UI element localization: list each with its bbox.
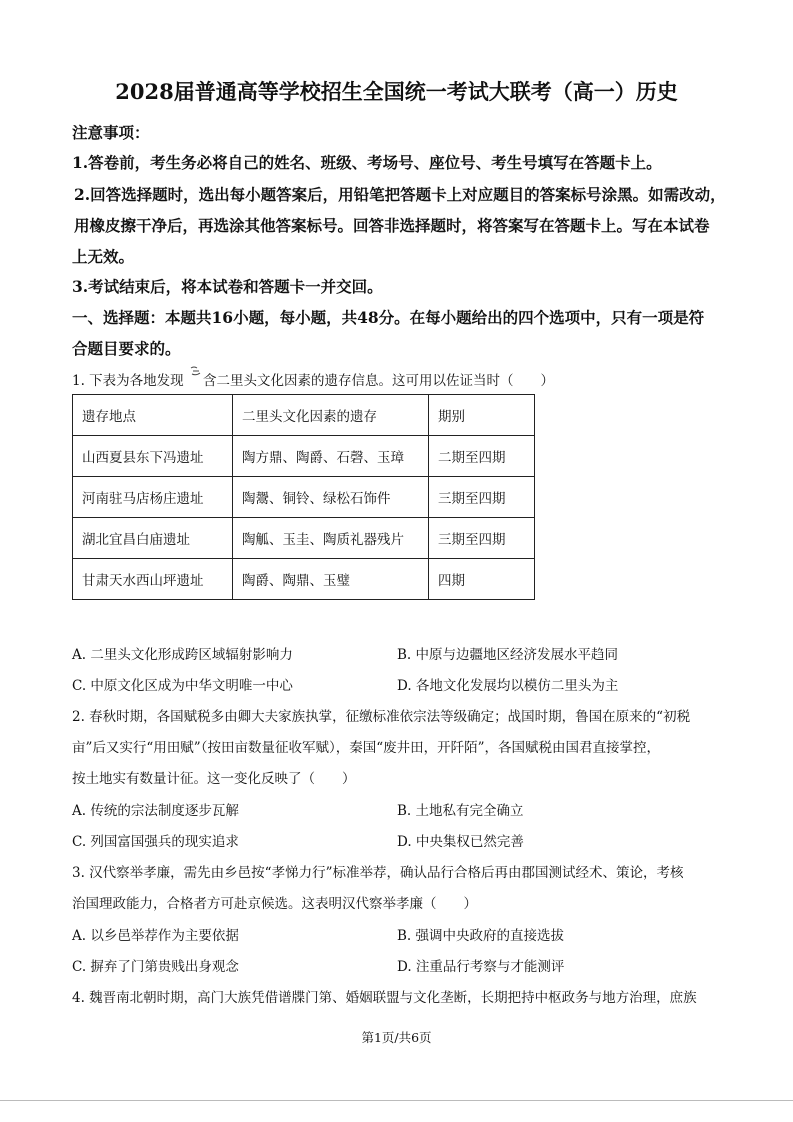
notice-item-3: 3.考试结束后，将本试卷和答题卡一并交回。 xyxy=(72,277,383,296)
table-row xyxy=(73,518,535,559)
notice-item-2-line-1: 2.回答选择题时，选出每小题答案后，用铅笔把答题卡上对应题目的答案标号涂黑。如需改动， xyxy=(74,185,726,204)
table-row xyxy=(73,436,535,477)
question-2-option-c: C. 列国富国强兵的现实追求 xyxy=(72,834,239,850)
table-cell: 河南驻马店杨庄遗址 xyxy=(73,477,233,518)
question-3-option-a: A. 以乡邑举荐作为主要依据 xyxy=(72,928,239,944)
table-cell: 陶方鼎、陶爵、石磬、玉璋 xyxy=(233,436,429,477)
question-4-line-1: 4. 魏晋南北朝时期，高门大族凭借谱牒门第、婚姻联盟与文化垄断，长期把持中枢政务与地方治理，庶族 xyxy=(72,990,697,1006)
question-3-option-b: B. 强调中央政府的直接选拔 xyxy=(397,928,565,944)
table-header-cell: 遗存地点 xyxy=(73,395,233,436)
table-cell: 二期至四期 xyxy=(429,436,535,477)
table-cell: 三期至四期 xyxy=(429,518,535,559)
table-cell: 陶爵、陶鼎、玉璧 xyxy=(233,559,429,600)
table-cell: 陶鬶、铜铃、绿松石饰件 xyxy=(233,477,429,518)
question-2-line-1: 2. 春秋时期，各国赋税多由卿大夫家族执掌，征缴标准依宗法等级确定；战国时期，鲁国在原来的“初税 xyxy=(72,709,691,725)
scan-mark-icon xyxy=(190,366,202,379)
question-2-option-b: B. 土地私有完全确立 xyxy=(397,803,524,819)
question-1-option-d: D. 各地文化发展均以模仿二里头为主 xyxy=(397,678,619,694)
table-cell: 湖北宜昌白庙遗址 xyxy=(73,518,233,559)
notice-item-2-line-2: 用橡皮擦干净后，再选涂其他答案标号。回答非选择题时，将答案写在答题卡上。写在本试卷 xyxy=(74,216,710,235)
table-header-row xyxy=(73,395,535,436)
question-3-line-2: 治国理政能力，合格者方可赴京候选。这表明汉代察举孝廉（ ） xyxy=(72,896,477,912)
question-1-option-c: C. 中原文化区成为中华文明唯一中心 xyxy=(72,678,293,694)
notice-heading: 注意事项： xyxy=(72,123,150,142)
question-1-stem-part-1: 1. 下表为各地发现 xyxy=(72,373,184,389)
table-cell: 陶觚、玉圭、陶质礼器残片 xyxy=(233,518,429,559)
question-1-table xyxy=(72,394,535,600)
question-1-option-a: A. 二里头文化形成跨区域辐射影响力 xyxy=(72,647,293,663)
question-1-option-b: B. 中原与边疆地区经济发展水平趋同 xyxy=(397,647,619,663)
question-2-line-2: 亩”后又实行“用田赋”（按田亩数量征收军赋），秦国“废井田，开阡陌”，各国赋税由国君直接掌控， xyxy=(72,740,661,756)
question-3-option-c: C. 摒弃了门第贵贱出身观念 xyxy=(72,959,239,975)
table-row xyxy=(73,559,535,600)
table-cell: 四期 xyxy=(429,559,535,600)
bottom-divider xyxy=(0,1100,793,1101)
page-footer: 第1页/共6页 xyxy=(361,1030,432,1045)
table-cell: 山西夏县东下冯遗址 xyxy=(73,436,233,477)
table-cell: 甘肃天水西山坪遗址 xyxy=(73,559,233,600)
table-header-cell: 二里头文化因素的遗存 xyxy=(233,395,429,436)
question-1-stem-part-2: 含二里头文化因素的遗存信息。这可用以佐证当时（ ） xyxy=(203,373,554,389)
section-heading-line-1: 一、选择题：本题共16小题，每小题，共48分。在每小题给出的四个选项中，只有一项是符 xyxy=(72,308,705,327)
question-2-option-d: D. 中央集权已然完善 xyxy=(397,834,524,850)
notice-item-2-line-3: 上无效。 xyxy=(72,247,135,266)
question-3-option-d: D. 注重品行考察与才能测评 xyxy=(397,959,565,975)
section-heading-line-2: 合题目要求的。 xyxy=(72,339,181,358)
question-2-line-3: 按土地实有数量计征。这一变化反映了（ ） xyxy=(72,771,356,787)
question-2-option-a: A. 传统的宗法制度逐步瓦解 xyxy=(72,803,239,819)
notice-item-1: 1.答卷前，考生务必将自己的姓名、班级、考场号、座位号、考生号填写在答题卡上。 xyxy=(72,153,662,172)
table-cell: 三期至四期 xyxy=(429,477,535,518)
question-3-line-1: 3. 汉代察举孝廉，需先由乡邑按“孝悌力行”标准举荐，确认品行合格后再由郡国测试经术、策论，考核 xyxy=(72,865,684,881)
table-header-cell: 期别 xyxy=(429,395,535,436)
page-title: 2028届普通高等学校招生全国统一考试大联考（高一）历史 xyxy=(115,79,678,104)
table-row xyxy=(73,477,535,518)
